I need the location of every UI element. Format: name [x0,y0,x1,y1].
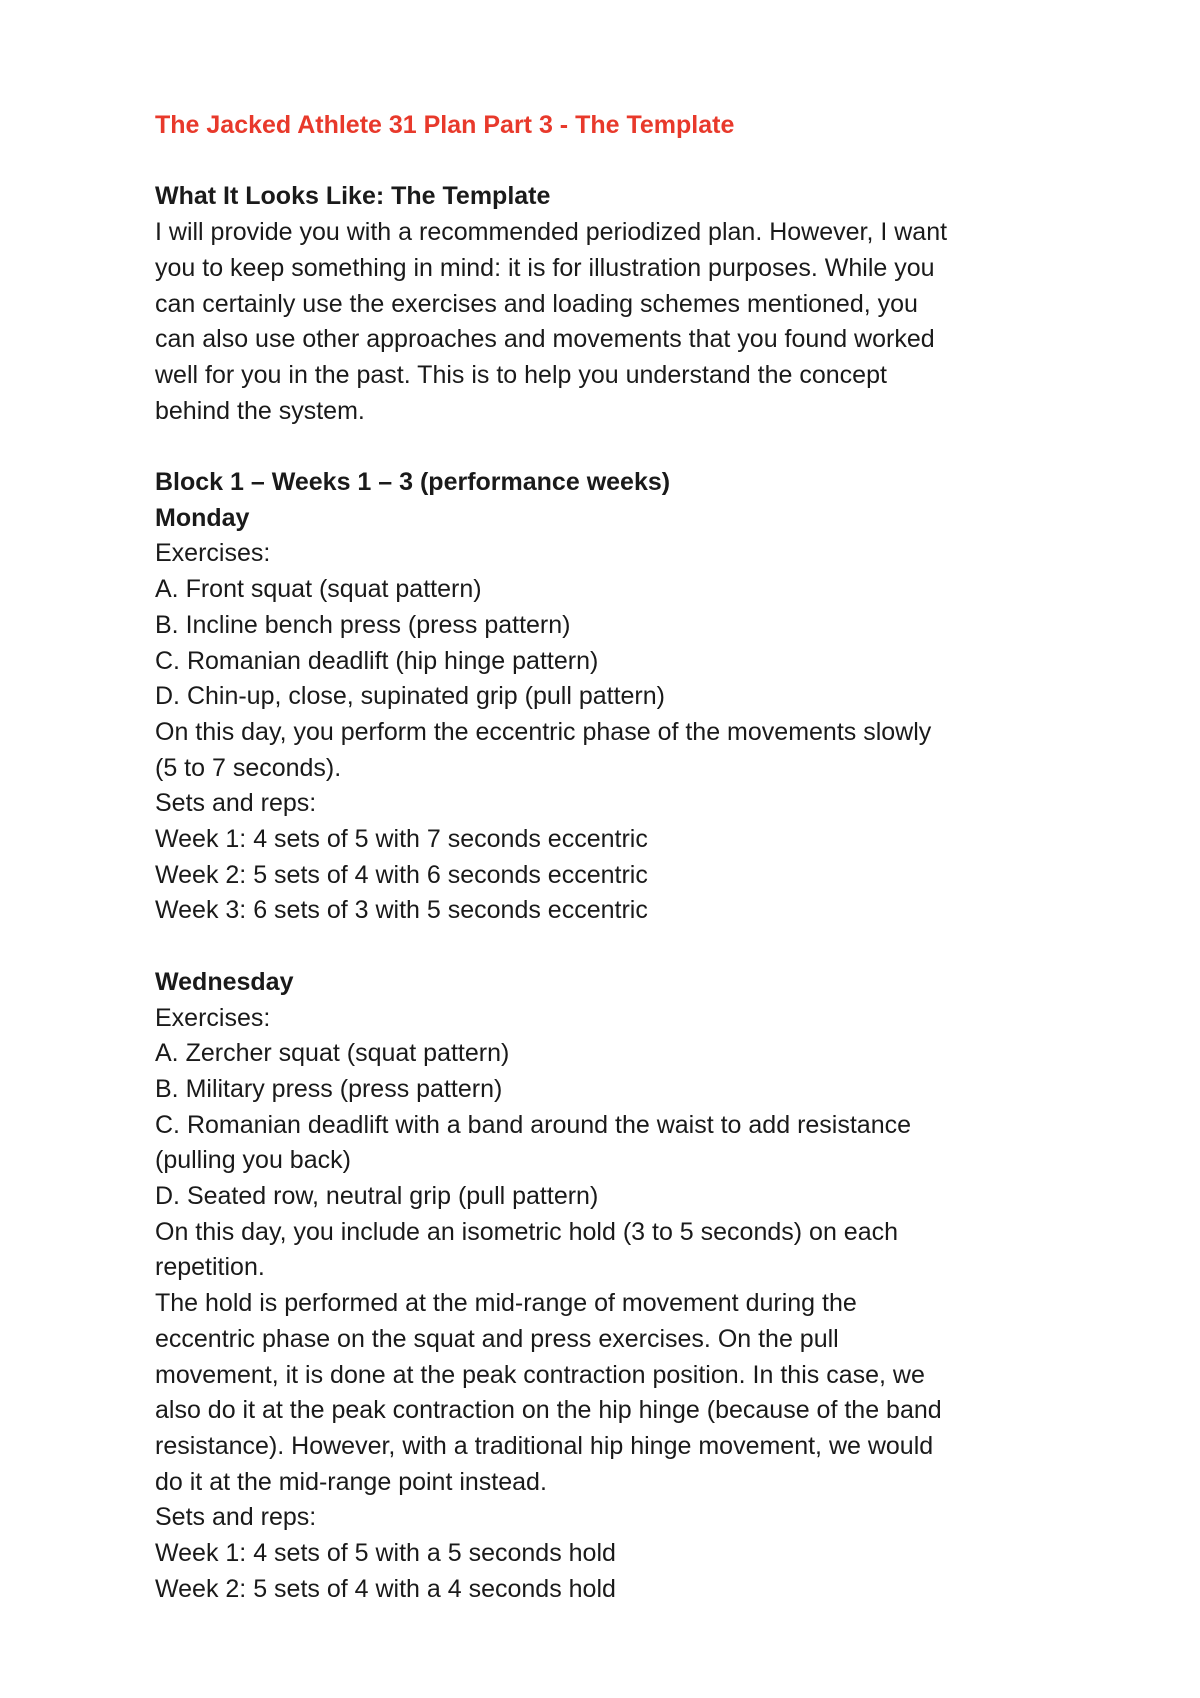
wednesday-note-line: repetition. [155,1253,265,1282]
intro-line: behind the system. [155,396,365,425]
intro-line: can also use other approaches and movements that you found worked [155,325,935,354]
wednesday-exercise-item: A. Zercher squat (squat pattern) [155,1039,510,1068]
spacer [155,429,1055,465]
spacer [155,929,1055,965]
monday-exercise-item: D. Chin-up, close, supinated grip (pull pattern) [155,682,665,711]
wednesday-note-line: resistance). However, with a traditional hip hinge movement, we would [155,1431,934,1460]
monday-sets-label: Sets and reps: [155,789,317,818]
wednesday-exercise-item: (pulling you back) [155,1146,351,1175]
monday-exercise-item: B. Incline bench press (press pattern) [155,610,571,639]
intro-heading: What It Looks Like: The Template [155,182,551,211]
monday-heading: Monday [155,503,250,532]
wednesday-exercises-label: Exercises: [155,1003,271,1032]
monday-week-item: Week 2: 5 sets of 4 with 6 seconds eccentric [155,860,648,889]
monday-week-item: Week 1: 4 sets of 5 with 7 seconds eccentric [155,825,648,854]
wednesday-heading: Wednesday [155,967,294,996]
monday-exercises-label: Exercises: [155,539,271,568]
monday-note-line: (5 to 7 seconds). [155,753,342,782]
document-page [155,108,1055,1607]
wednesday-note-line: eccentric phase on the squat and press exercises. On the pull [155,1324,839,1353]
monday-week-item: Week 3: 6 sets of 3 with 5 seconds eccentric [155,896,648,925]
wednesday-exercise-item: C. Romanian deadlift with a band around the waist to add resistance [155,1110,912,1139]
monday-note-line: On this day, you perform the eccentric phase of the movements slowly [155,717,932,746]
intro-line: I will provide you with a recommended periodized plan. However, I want [155,218,948,247]
monday-exercise-item: C. Romanian deadlift (hip hinge pattern) [155,646,599,675]
wednesday-note-line: The hold is performed at the mid-range of movement during the [155,1289,857,1318]
monday-exercise-item: A. Front squat (squat pattern) [155,575,482,604]
wednesday-note-line: On this day, you include an isometric hold (3 to 5 seconds) on each [155,1217,899,1246]
spacer [155,144,1055,180]
wednesday-note-line: also do it at the peak contraction on the hip hinge (because of the band [155,1396,942,1425]
block-heading: Block 1 – Weeks 1 – 3 (performance weeks) [155,468,671,496]
wednesday-week-item: Week 2: 5 sets of 4 with a 4 seconds hold [155,1574,616,1603]
wednesday-exercise-item: B. Military press (press pattern) [155,1074,503,1103]
wednesday-sets-label: Sets and reps: [155,1503,317,1532]
wednesday-note-line: movement, it is done at the peak contraction position. In this case, we [155,1360,925,1389]
wednesday-exercise-item: D. Seated row, neutral grip (pull pattern) [155,1182,599,1211]
intro-line: well for you in the past. This is to help you understand the concept [155,360,887,389]
intro-line: you to keep something in mind: it is for illustration purposes. While you [155,253,935,282]
intro-line: can certainly use the exercises and loading schemes mentioned, you [155,289,918,318]
wednesday-note-line: do it at the mid-range point instead. [155,1467,547,1496]
wednesday-week-item: Week 1: 4 sets of 5 with a 5 seconds hold [155,1539,616,1568]
document-title: The Jacked Athlete 31 Plan Part 3 - The Template [155,111,735,139]
